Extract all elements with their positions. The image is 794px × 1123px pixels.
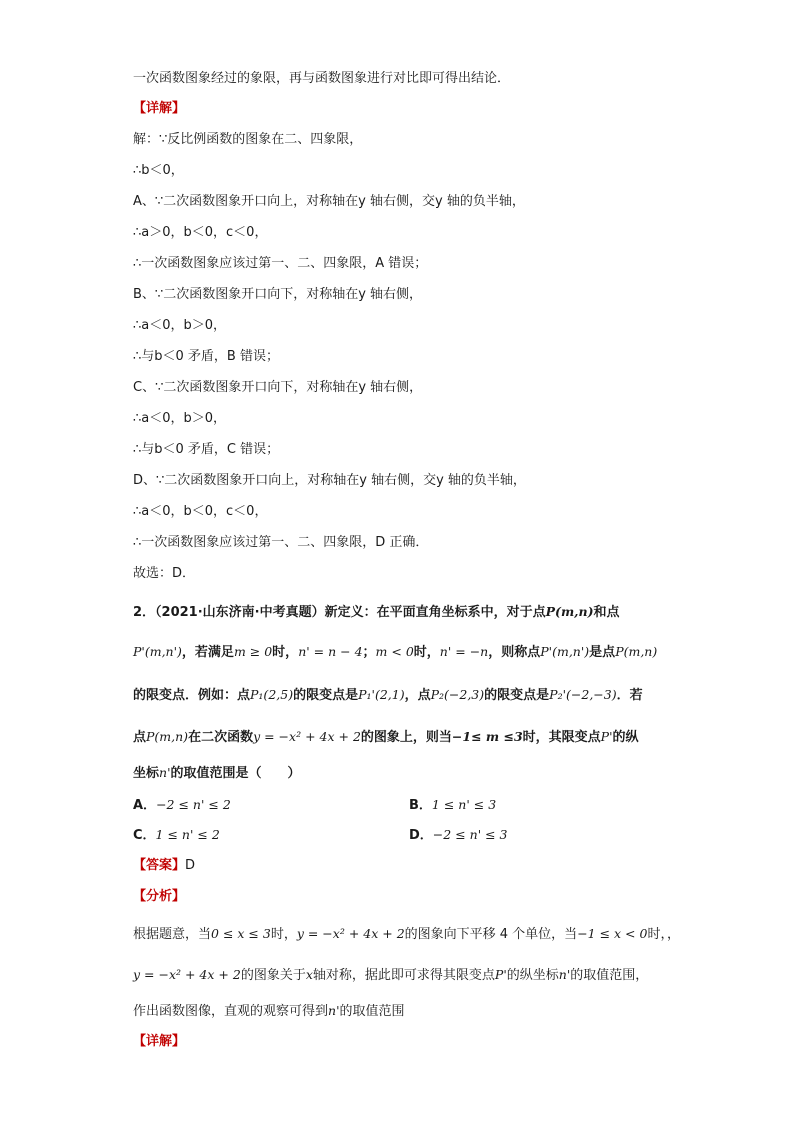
text-line: ∴a＜0，b＞0， bbox=[133, 411, 227, 426]
math-expr: P' bbox=[600, 729, 613, 744]
text-line: C、∵二次函数图象开口向下，对称轴在y 轴右侧， bbox=[133, 380, 423, 395]
question-text: 时， bbox=[272, 645, 299, 660]
section-tag-analysis: 【分析】 bbox=[133, 889, 186, 904]
question-text: 的限变点是 bbox=[293, 688, 359, 703]
math-expr: n' = n − 4 bbox=[298, 644, 363, 659]
math-expr: n' bbox=[159, 765, 171, 780]
text-line: ∴a＜0，b＞0， bbox=[133, 318, 227, 333]
question-line bbox=[133, 728, 639, 747]
math-expr: m < 0 bbox=[375, 644, 414, 659]
option-value: 1 ≤ n' ≤ 2 bbox=[155, 827, 220, 842]
question-text: 在二次函数 bbox=[188, 730, 254, 745]
analysis-text: 时，， bbox=[647, 927, 680, 942]
question-text: 坐标 bbox=[133, 766, 160, 781]
question-text: 是点 bbox=[589, 645, 616, 660]
question-text: 的图象上，则当 bbox=[360, 730, 452, 745]
math-expr: −1≤ m ≤3 bbox=[451, 729, 523, 744]
option-value: −2 ≤ n' ≤ 3 bbox=[432, 827, 508, 842]
question-text: ．若 bbox=[616, 688, 643, 703]
math-expr: P(m,n) bbox=[146, 729, 189, 744]
math-expr: P₂'(−2,−3) bbox=[549, 687, 617, 702]
math-expr: 0 ≤ x ≤ 3 bbox=[211, 926, 271, 941]
math-expr: m ≥ 0 bbox=[233, 644, 273, 659]
option-label: D． bbox=[409, 828, 433, 843]
question-text: 的取值范围是（ ） bbox=[170, 766, 301, 781]
question-line bbox=[133, 686, 643, 705]
math-expr: P'(m,n') bbox=[133, 644, 182, 659]
text-line: ∴与b＜0 矛盾，C 错误； bbox=[133, 442, 280, 457]
analysis-text: 轴对称，据此即可求得其限变点 bbox=[312, 968, 495, 983]
answer-value: D bbox=[185, 858, 196, 873]
question-text: 的纵 bbox=[612, 730, 639, 745]
math-expr: n' = −n bbox=[439, 644, 489, 659]
text-line: 故选：D． bbox=[133, 566, 196, 581]
math-expr: y = −x² + 4x + 2 bbox=[133, 967, 241, 982]
answer-line bbox=[133, 857, 195, 875]
math-expr: P'(m,n') bbox=[540, 644, 590, 659]
question-text: ，若满足 bbox=[181, 645, 234, 660]
option-b[interactable] bbox=[409, 796, 496, 815]
analysis-text: 的取值范围， bbox=[570, 968, 649, 983]
question-text: ； bbox=[362, 645, 376, 660]
math-expr: P' bbox=[494, 967, 507, 982]
option-value: 1 ≤ n' ≤ 3 bbox=[431, 797, 497, 812]
question-number: 2． bbox=[133, 605, 156, 620]
math-expr: P₁(2,5) bbox=[250, 687, 294, 702]
analysis-line bbox=[133, 1002, 405, 1021]
question-source: （2021·山东济南·中考真题） bbox=[155, 605, 325, 620]
analysis-text: 的图象关于 bbox=[240, 968, 306, 983]
question-text: 和点 bbox=[593, 605, 620, 620]
option-label: C． bbox=[133, 828, 156, 843]
math-expr: −1 ≤ x < 0 bbox=[577, 926, 648, 941]
analysis-text: 的取值范围 bbox=[339, 1004, 405, 1019]
question-text: 时， bbox=[413, 645, 440, 660]
text-line: ∴一次函数图象应该过第一、二、四象限，D 正确． bbox=[133, 535, 429, 550]
math-expr: P(m,n) bbox=[545, 604, 594, 619]
question-text: 新定义：在平面直角坐标系中，对于点 bbox=[324, 605, 546, 620]
analysis-text: 时， bbox=[270, 927, 297, 942]
question-text: 点 bbox=[133, 730, 147, 745]
section-tag-detail: 【详解】 bbox=[133, 101, 186, 116]
text-line: ∴与b＜0 矛盾，B 错误； bbox=[133, 349, 279, 364]
text-line: 解：∵反比例函数的图象在二、四象限， bbox=[133, 132, 363, 147]
text-line: ∴a＞0，b＜0，c＜0， bbox=[133, 225, 268, 240]
option-a[interactable] bbox=[133, 796, 231, 815]
math-expr: n' bbox=[558, 967, 571, 982]
text-line: B、∵二次函数图象开口向下，对称轴在y 轴右侧， bbox=[133, 287, 423, 302]
analysis-text: 作出函数图像，直观的观察可得到 bbox=[133, 1004, 329, 1019]
text-line: ∴一次函数图象应该过第一、二、四象限，A 错误； bbox=[133, 256, 428, 271]
math-expr: P₂(−2,3) bbox=[430, 687, 485, 702]
question-text: 的限变点是 bbox=[484, 688, 550, 703]
option-value: −2 ≤ n' ≤ 2 bbox=[156, 797, 231, 812]
text-line: A、∵二次函数图象开口向上，对称轴在y 轴右侧，交y 轴的负半轴， bbox=[133, 194, 525, 209]
text-line: ∴b＜0， bbox=[133, 163, 184, 178]
text-line: 一次函数图象经过的象限，再与函数图象进行对比即可得出结论． bbox=[133, 71, 511, 86]
option-c[interactable] bbox=[133, 826, 220, 845]
question-line bbox=[133, 603, 620, 622]
math-expr: n' bbox=[328, 1003, 340, 1018]
math-expr: y = −x² + 4x + 2 bbox=[253, 729, 361, 744]
math-expr: x bbox=[305, 967, 313, 982]
analysis-line bbox=[133, 966, 648, 985]
analysis-text: 的图象向下平移 4 个单位，当 bbox=[404, 927, 578, 942]
question-line bbox=[133, 643, 657, 662]
section-tag-detail: 【详解】 bbox=[133, 1034, 186, 1049]
option-label: B． bbox=[409, 798, 432, 813]
analysis-text: 的纵坐标 bbox=[506, 968, 559, 983]
option-label: A． bbox=[133, 798, 157, 813]
analysis-line bbox=[133, 925, 680, 944]
question-text: ，则称点 bbox=[488, 645, 541, 660]
math-expr: P₁'(2,1) bbox=[358, 687, 405, 702]
question-text: 时，其限变点 bbox=[522, 730, 601, 745]
analysis-text: 根据题意，当 bbox=[133, 927, 212, 942]
option-d[interactable] bbox=[409, 826, 508, 845]
question-line bbox=[133, 764, 301, 783]
math-expr: P(m,n) bbox=[615, 644, 658, 659]
text-line: D、∵二次函数图象开口向上，对称轴在y 轴右侧，交y 轴的负半轴， bbox=[133, 473, 526, 488]
section-tag-answer: 【答案】 bbox=[133, 858, 186, 873]
question-text: 的限变点．例如：点 bbox=[133, 688, 251, 703]
question-text: ，点 bbox=[404, 688, 431, 703]
text-line: ∴a＜0，b＜0，c＜0， bbox=[133, 504, 268, 519]
math-expr: y = −x² + 4x + 2 bbox=[296, 926, 405, 941]
